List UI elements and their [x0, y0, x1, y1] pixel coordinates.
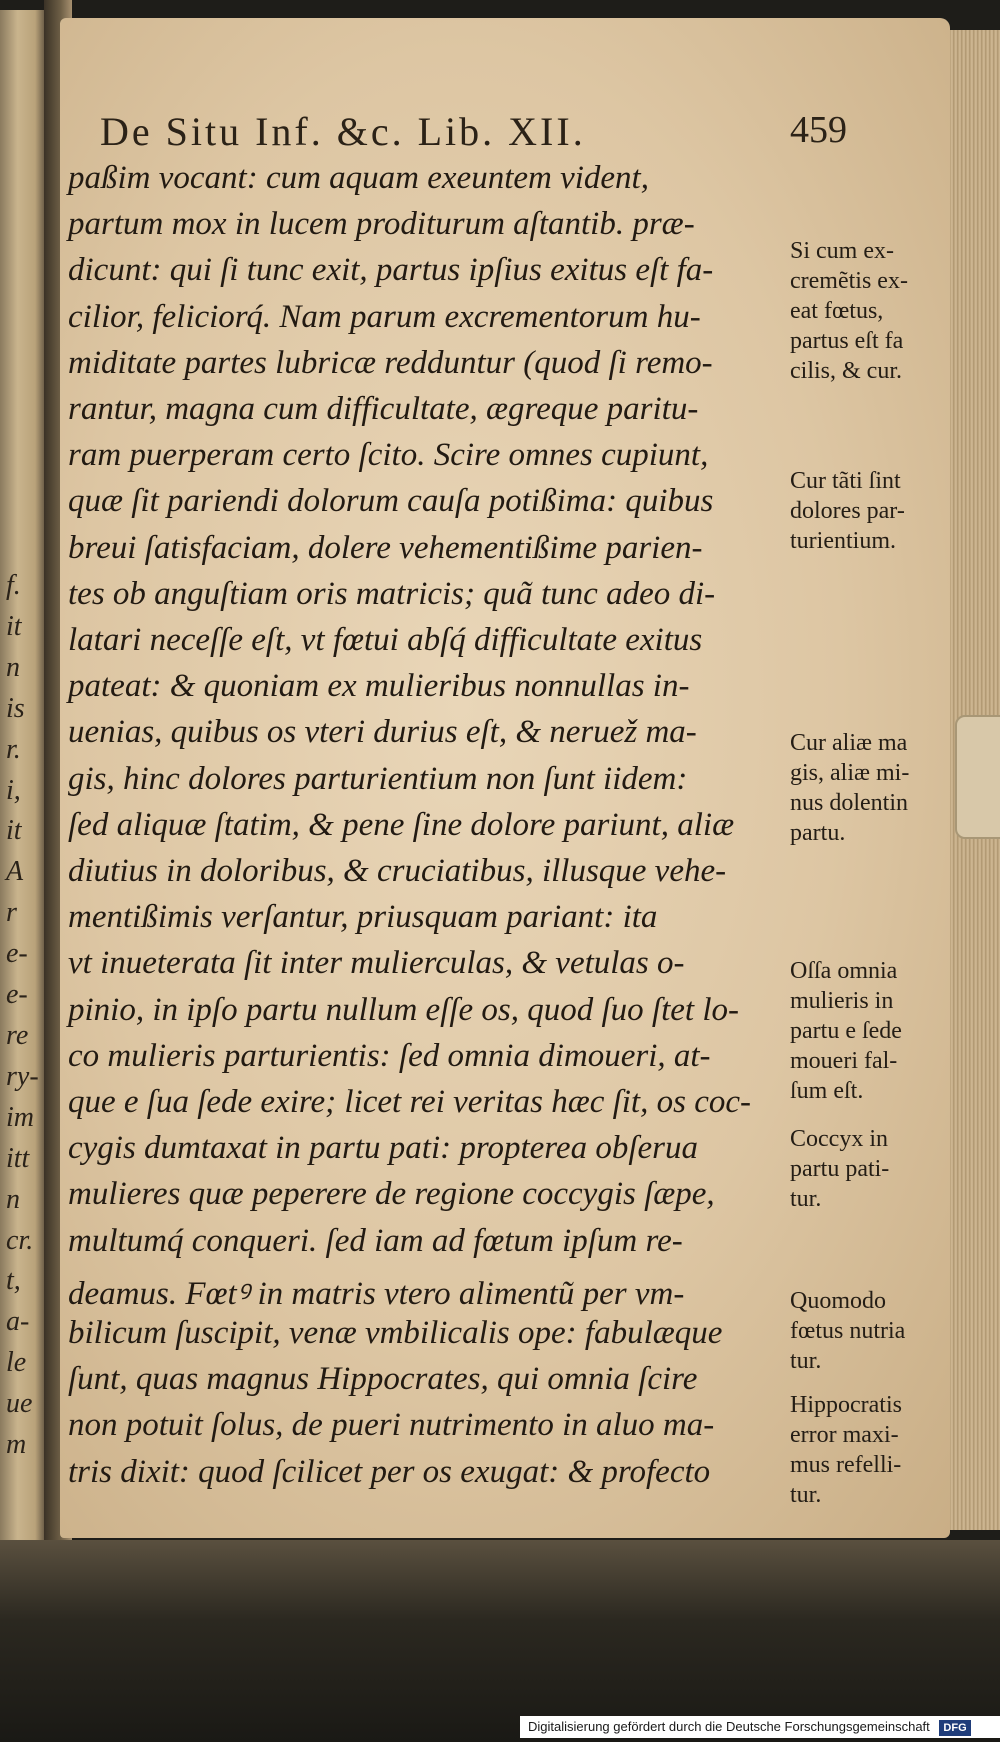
margin-note-line: eat fœtus,: [790, 298, 884, 324]
body-line: partum mox in lucem proditurum aſtantib. præ-: [68, 206, 695, 243]
margin-note-line: gis, aliæ mi-: [790, 760, 910, 786]
margin-note-line: Quomodo: [790, 1288, 886, 1314]
running-header: [100, 108, 940, 158]
margin-note-line: mulieris in: [790, 988, 894, 1014]
margin-note-line: moueri fal-: [790, 1048, 898, 1074]
body-line: que e ſua ſede exire; licet rei veritas hæc ſit, os coc-: [68, 1084, 751, 1120]
body-line: miditate partes lubricæ redduntur (quod ſi remo-: [68, 344, 713, 381]
body-line: uenias, quibus os vteri durius eſt, & neruež ma-: [68, 714, 697, 751]
left-margin-fragment: itt: [6, 1142, 30, 1174]
body-line: gis, hinc dolores parturientium non ſunt iidem:: [68, 760, 688, 797]
body-line: breui ſatisfaciam, dolere vehementißime parien-: [68, 529, 703, 566]
body-line: tes ob anguſtiam oris matricis; quã tunc adeo di-: [68, 575, 716, 612]
footer-text: Digitalisierung gefördert durch die Deutsche Forschungsgemeinschaft: [528, 1719, 930, 1734]
left-margin-fragment: ue: [6, 1388, 33, 1420]
body-line: dicunt: qui ſi tunc exit, partus ipſius exitus eſt fa-: [68, 252, 714, 289]
margin-note-line: Cur aliæ ma: [790, 730, 908, 756]
left-margin-fragment: r: [6, 897, 17, 929]
body-line: pinio, in ipſo partu nullum eſſe os, quod ſuo ſtet lo-: [68, 991, 739, 1028]
page-tab-marker: [955, 715, 1000, 839]
margin-note-line: tur.: [790, 1186, 822, 1212]
left-facing-page-edge: [0, 10, 44, 1550]
left-margin-fragment: m: [6, 1429, 27, 1461]
body-line: multumq́ conqueri. ſed iam ad fœtum ipſum re-: [68, 1222, 683, 1259]
margin-note-line: mus refelli-: [790, 1452, 902, 1478]
body-line: non potuit ſolus, de pueri nutrimento in aluo ma-: [68, 1407, 715, 1444]
left-margin-fragment: is: [6, 692, 25, 724]
left-margin-fragment: t,: [6, 1265, 21, 1297]
left-margin-fragment: i,: [6, 774, 21, 806]
margin-note-line: nus dolentin: [790, 790, 908, 816]
left-margin-fragment: a-: [6, 1306, 30, 1338]
dfg-logo: DFG: [939, 1720, 970, 1736]
margin-note-line: dolores par-: [790, 498, 905, 524]
margin-note-line: Cur tãti ſint: [790, 468, 901, 494]
body-line: tris dixit: quod ſcilicet per os exugat: & profecto: [68, 1453, 711, 1490]
body-line: quæ ſit pariendi dolorum cauſa potißima: quibus: [68, 483, 714, 520]
body-line: ſunt, quas magnus Hippocrates, qui omnia ſcire: [68, 1361, 698, 1398]
left-margin-fragment: A: [6, 856, 24, 888]
body-line: ram puerperam certo ſcito. Scire omnes cupiunt,: [68, 437, 709, 474]
body-line: cygis dumtaxat in partu pati: propterea obſerua: [68, 1130, 698, 1167]
left-margin-fragment: e-: [6, 938, 28, 970]
body-line: rantur, magna cum difficultate, ægreque paritu-: [68, 391, 699, 427]
left-margin-fragment: n: [6, 1183, 20, 1215]
margin-note-line: Coccyx in: [790, 1126, 888, 1152]
digitization-footer: [520, 1716, 1000, 1738]
left-margin-fragment: f.: [6, 570, 21, 601]
left-margin-fragment: cr.: [6, 1224, 34, 1256]
body-line: vt inueterata ſit inter mulierculas, & vetulas o-: [68, 945, 685, 982]
margin-note-line: cremẽtis ex-: [790, 268, 908, 294]
margin-note-line: partus eſt fa: [790, 328, 904, 354]
body-line: cilior, feliciorq́. Nam parum excrementorum hu-: [68, 298, 701, 335]
margin-note-line: turientium.: [790, 528, 896, 554]
left-margin-fragment: n: [6, 651, 20, 683]
body-line: diutius in doloribus, & cruciatibus, illusque vehe-: [68, 853, 727, 889]
left-margin-fragment: le: [6, 1347, 27, 1379]
left-margin-fragment: e-: [6, 979, 28, 1011]
margin-note-line: Si cum ex-: [790, 238, 894, 264]
left-margin-fragment: im: [6, 1101, 34, 1133]
margin-note-line: tur.: [790, 1482, 822, 1508]
margin-note-line: error maxi-: [790, 1422, 899, 1448]
scan-background-bottom: [0, 1540, 1000, 1742]
body-line: ſed aliquæ ſtatim, & pene ſine dolore pariunt, aliæ: [68, 806, 735, 843]
body-line: mentißimis verſantur, priusquam pariant: ita: [68, 899, 658, 936]
margin-note-line: partu.: [790, 820, 846, 846]
body-line: mulieres quæ peperere de regione coccygis ſæpe,: [68, 1176, 715, 1213]
left-margin-fragment: r.: [6, 733, 21, 765]
margin-note-line: Hippocratis: [790, 1392, 902, 1418]
body-line: co mulieris parturientis: ſed omnia dimoueri, at-: [68, 1037, 711, 1074]
margin-note-line: Oſſa omnia: [790, 958, 898, 984]
margin-note-line: tur.: [790, 1348, 822, 1374]
body-line: pateat: & quoniam ex mulieribus nonnullas in-: [68, 668, 690, 705]
body-line: deamus. Fœtꝰ in matris vtero alimentũ per vm-: [68, 1275, 685, 1312]
left-margin-fragment: ry-: [6, 1060, 39, 1092]
body-line: bilicum ſuscipit, venæ vmbilicalis ope: fabulæque: [68, 1315, 723, 1351]
margin-note-line: cilis, & cur.: [790, 358, 902, 384]
body-line: latari neceſſe eſt, vt fœtui abſq́ difficultate exitus: [68, 622, 703, 658]
page-number: 459: [790, 109, 847, 151]
left-margin-fragment: it: [6, 815, 22, 847]
left-margin-fragments: [6, 10, 42, 1550]
body-line: paßim vocant: cum aquam exeuntem vident,: [68, 160, 649, 196]
margin-note-line: partu pati-: [790, 1156, 890, 1182]
running-title: De Situ Inf. &c. Lib. XII.: [100, 109, 586, 154]
margin-note-line: partu e ſede: [790, 1018, 902, 1044]
left-margin-fragment: re: [6, 1020, 29, 1051]
margin-note-line: ſum eſt.: [790, 1078, 864, 1104]
margin-note-line: fœtus nutria: [790, 1318, 906, 1344]
left-margin-fragment: it: [6, 610, 22, 642]
